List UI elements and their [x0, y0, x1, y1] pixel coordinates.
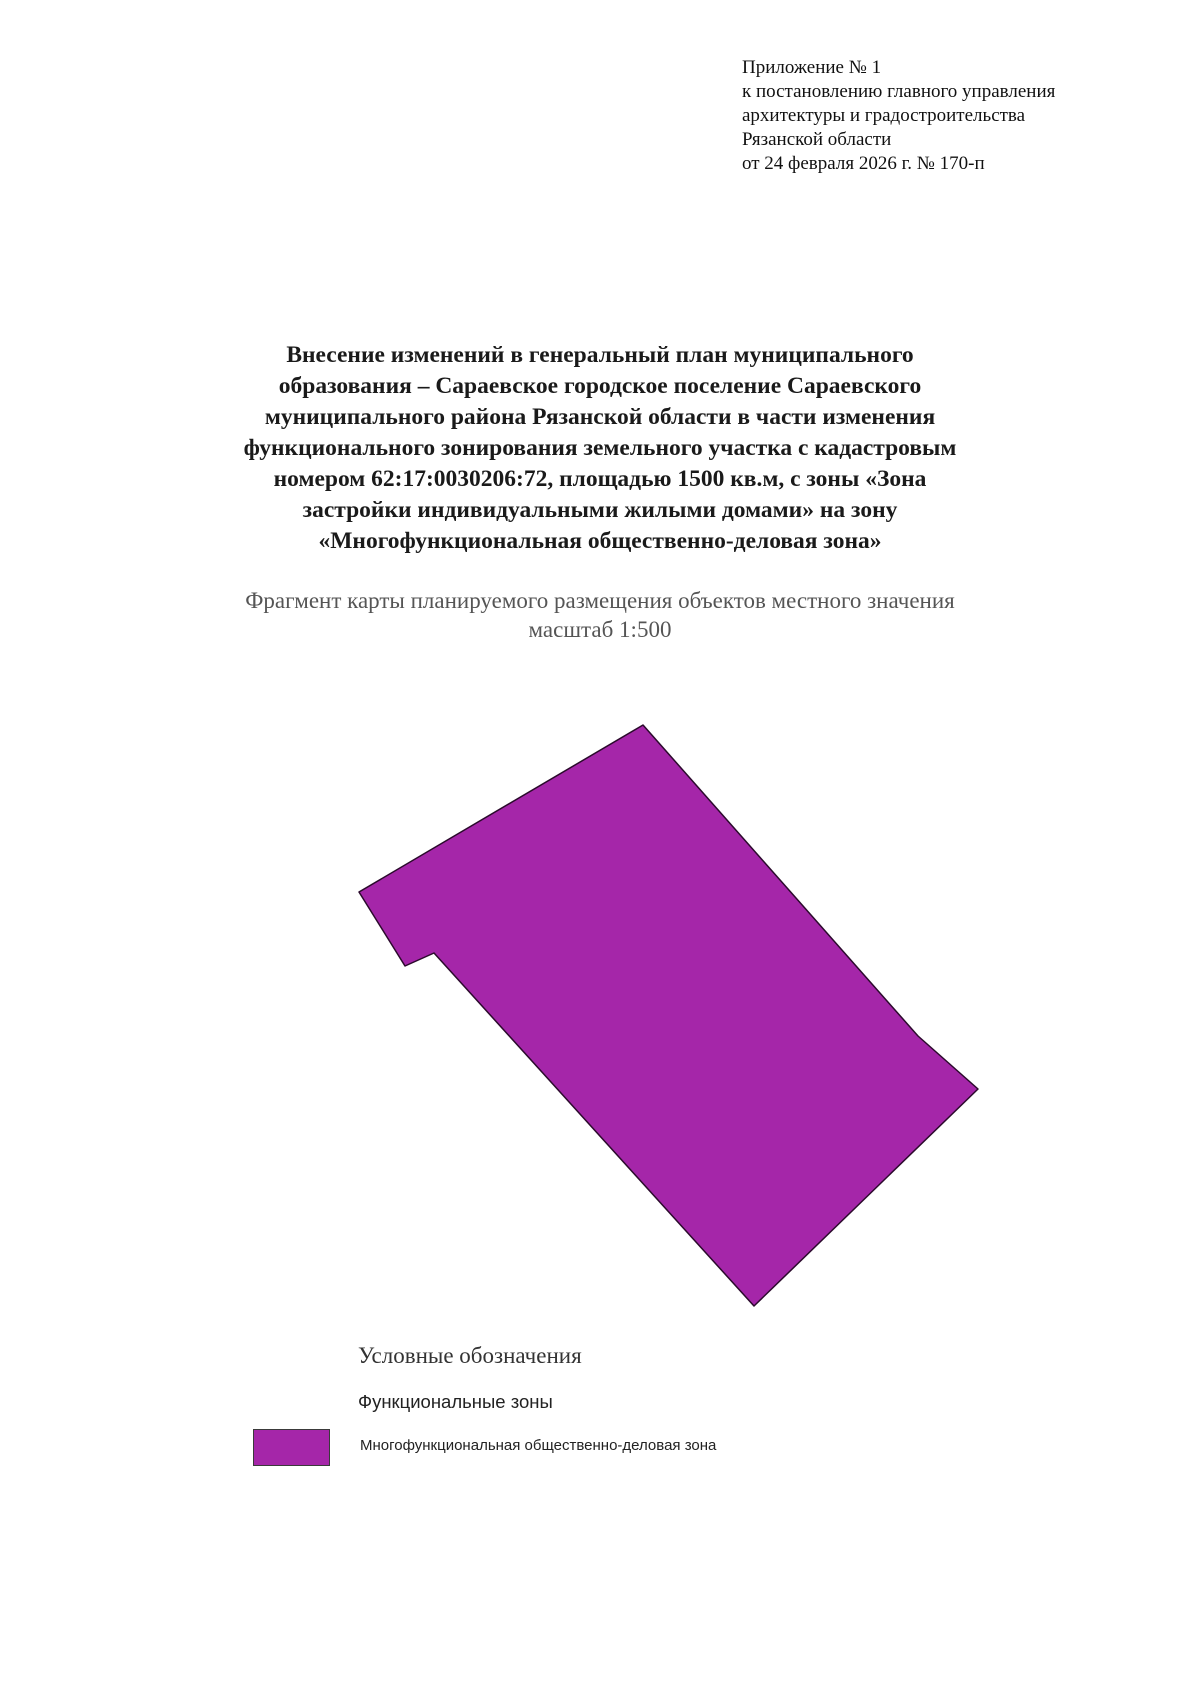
map-caption-line: Фрагмент карты планируемого размещения объектов местного значения — [245, 588, 955, 613]
legend-section-title: Функциональные зоны — [358, 1391, 553, 1412]
legend-title: Условные обозначения — [358, 1343, 582, 1368]
title-line: образования – Сараевское городское поселение Сараевского — [278, 373, 922, 399]
title-line: застройки индивидуальными жилыми домами» на зону — [302, 497, 898, 523]
appendix-line: к постановлению главного управления — [742, 81, 1056, 102]
appendix-line: архитектуры и градостроительства — [742, 105, 1026, 126]
title-line: «Многофункциональная общественно-деловая зона» — [318, 528, 882, 554]
map-scale: масштаб 1:500 — [528, 617, 672, 642]
title-line: Внесение изменений в генеральный план муниципального — [286, 342, 914, 368]
title-line: муниципального района Рязанской области в части изменения — [264, 404, 936, 430]
appendix-line: Приложение № 1 — [742, 57, 882, 78]
legend-swatch — [253, 1429, 330, 1466]
legend-item-label: Многофункциональная общественно-деловая зона — [360, 1437, 717, 1454]
appendix-line: от 24 февраля 2026 г. № 170-п — [742, 153, 985, 174]
land-parcel-polygon — [359, 725, 978, 1306]
title-line: функционального зонирования земельного участка с кадастровым — [243, 435, 957, 461]
appendix-line: Рязанской области — [742, 129, 892, 150]
title-line: номером 62:17:0030206:72, площадью 1500 кв.м, с зоны «Зона — [273, 466, 927, 492]
